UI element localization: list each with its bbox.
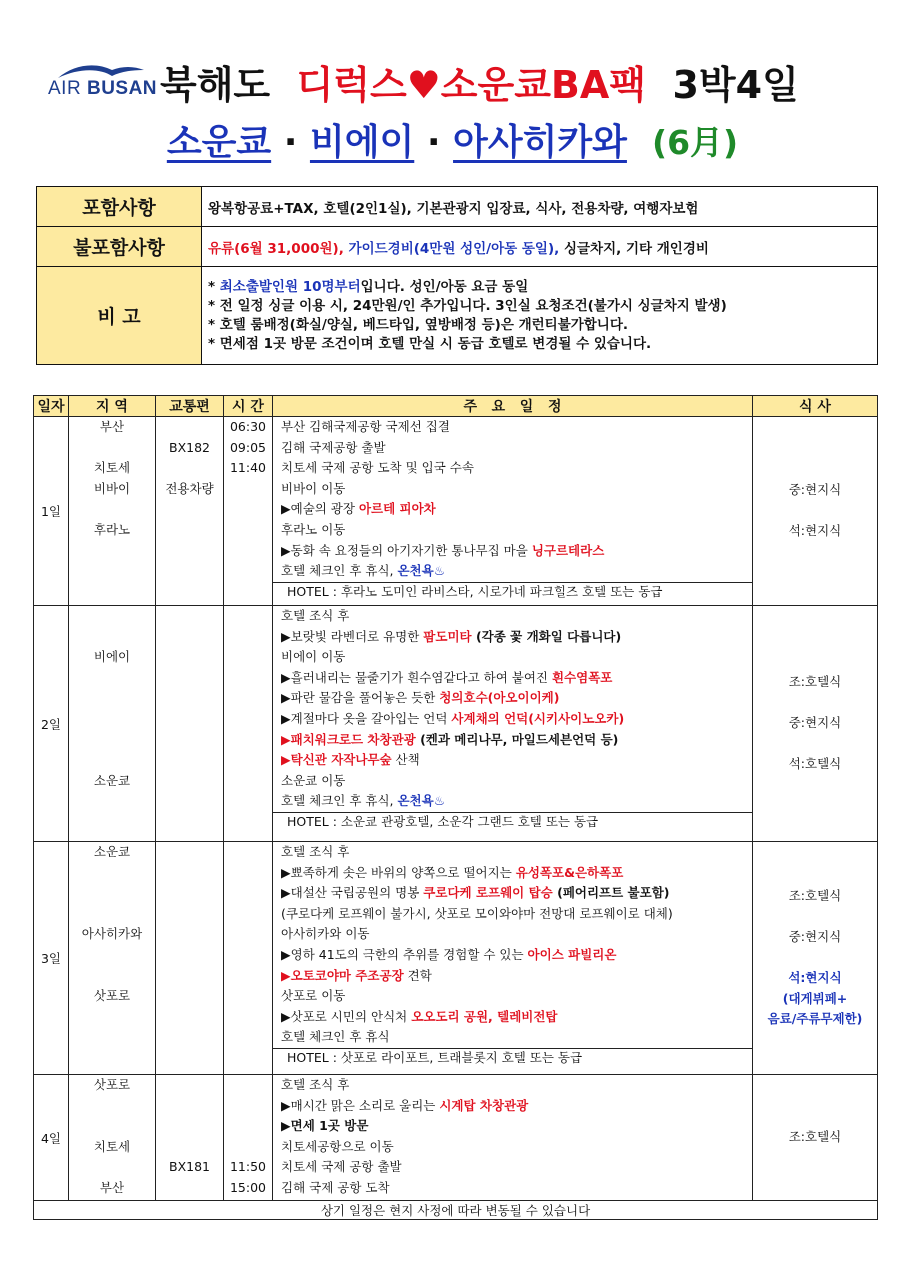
header-time: 시 간: [224, 396, 273, 417]
subtitle-separator: ·: [283, 122, 298, 163]
meal-column: 조:호텔식 중:현지식 석:현지식 (대게뷔페+ 음료/주류무제한): [753, 842, 878, 1075]
day-label: 3일: [34, 842, 69, 1075]
subtitle-biei: 비에이: [309, 122, 415, 163]
day-1-row: [34, 417, 878, 606]
region-column: 삿포로 치토세 부산: [69, 1075, 156, 1201]
region-column: 비에이 소운쿄: [69, 606, 156, 842]
plan-column: 호텔 조식 후 ▶뾰족하게 솟은 바위의 양쪽으로 떨어지는 유성폭포&은하폭포 ▶대설산 국립공원의 명봉 쿠로다케 로프웨이 탑승 (페어리프트 불포함) (쿠로다케 로프웨이 불가시, 삿포로 모이와야마 전망대 로프웨이로 대체) 아사히카와 이동 ▶영하 41도의 극한의 추위를 경험할 수 있는 아이스 파빌리온 ▶오토코야마 주조공장 견학 삿포로 이동 ▶삿포로 시민의 안식처 오오도리 공원, 텔레비전탑 호텔 체크인 후 휴식 HOTEL : 삿포로 라이포트, 트래블롯지 호텔 또는 동급: [273, 842, 753, 1075]
note-4: * 면세점 1곳 방문 조건이며 호텔 만실 시 동급 호텔로 변경될 수 있습니다.: [208, 335, 652, 352]
excluded-label: 불포함사항: [37, 227, 202, 267]
excluded-guide: 가이드경비(4만원 성인/아동 동일),: [348, 240, 560, 257]
plan-column: 부산 김해국제공항 국제선 집결 김해 국제공항 출발 치토세 국제 공항 도착 및 입국 수속 비바이 이동 ▶예술의 광장 아르테 피아차 후라노 이동 ▶동화 속 요정들의 아기자기한 통나무집 마을 닝구르테라스 호텔 체크인 후 휴식, 온천욕♨ HOTEL : 후라노 도미인 라비스타, 시로가네 파크힐즈 호텔 또는 동급: [273, 417, 753, 606]
footer-row: [34, 1201, 878, 1220]
day-label: 4일: [34, 1075, 69, 1201]
notes-list: [202, 267, 878, 365]
subtitle-separator: ·: [426, 122, 441, 163]
itinerary-table: [33, 395, 878, 1220]
hotel-line: HOTEL : 후라노 도미인 라비스타, 시로가네 파크힐즈 호텔 또는 동급: [273, 582, 753, 600]
notes-label: 비 고: [37, 267, 202, 365]
note-2: * 전 일정 싱글 이용 시, 24만원/인 추가입니다. 3인실 요청조건(불가시 싱글차지 발생): [208, 297, 727, 314]
title-package: 소운쿄BA팩: [440, 63, 647, 107]
meal-column: 중:현지식 석:현지식: [753, 417, 878, 606]
hotel-line: HOTEL : 소운쿄 관광호텔, 소운각 그랜드 호텔 또는 동급: [273, 812, 753, 830]
title-deluxe: 디럭스: [296, 63, 407, 107]
subtitle-asahikawa: 아사히카와: [453, 122, 627, 163]
subtitle-sounkyo: 소운쿄: [166, 122, 272, 163]
subtitle-month: (6月): [652, 123, 739, 162]
header-day: 일자: [34, 396, 69, 417]
plan-column: 호텔 조식 후 ▶보랏빛 라벤더로 유명한 팜도미타 (각종 꽃 개화일 다릅니다) 비에이 이동 ▶흘러내리는 물줄기가 흰수염같다고 하여 붙여진 흰수염폭포 ▶파란 물감을 풀어놓은 듯한 청의호수(아오이이케) ▶계절마다 옷을 갈아입는 언덕 사계채의 언덕(시키사이노오카) ▶패치워크로드 차창관광 (켄과 메리나무, 마일드세븐언덕 등) ▶탁신관 자작나무숲 산책 소운쿄 이동 호텔 체크인 후 휴식, 온천욕♨ HOTEL : 소운쿄 관광호텔, 소운각 그랜드 호텔 또는 동급: [273, 606, 753, 842]
included-label: 포함사항: [37, 187, 202, 227]
hotel-line: HOTEL : 삿포로 라이포트, 트래블롯지 호텔 또는 동급: [273, 1048, 753, 1066]
region-column: 소운쿄 아사히카와 삿포로: [69, 842, 156, 1075]
logo-busan: BUSAN: [86, 78, 158, 99]
footer-note: 상기 일정은 현지 사정에 따라 변동될 수 있습니다: [34, 1201, 878, 1220]
transport-column: BX182 전용차량: [156, 417, 224, 606]
day-label: 1일: [34, 417, 69, 606]
note-3: * 호텔 룸배정(화실/양실, 베드타입, 옆방배정 등)은 개런티불가합니다.: [208, 316, 629, 333]
heart-icon: ♥: [406, 63, 441, 107]
day-2-row: [34, 606, 878, 842]
excluded-fuel: 유류(6월 31,000원),: [208, 240, 344, 257]
day-4-row: [34, 1075, 878, 1201]
day-label: 2일: [34, 606, 69, 842]
day-3-row: [34, 842, 878, 1075]
meal-column: 조:호텔식: [753, 1075, 878, 1201]
header-plan: 주 요 일 정: [273, 396, 753, 417]
header-transport: 교통편: [156, 396, 224, 417]
time-column: 06:30 09:05 11:40: [224, 417, 273, 606]
header-region: 지 역: [69, 396, 156, 417]
meal-column: 조:호텔식 중:현지식 석:호텔식: [753, 606, 878, 842]
included-text: 왕복항공료+TAX, 호텔(2인1실), 기본관광지 입장료, 식사, 전용차량, 여행자보험: [202, 187, 878, 227]
time-column: 11:50 15:00: [224, 1075, 273, 1201]
excluded-rest: 싱글차지, 기타 개인경비: [563, 240, 709, 257]
title-duration: 3박4일: [672, 63, 799, 107]
logo-air: AIR: [48, 78, 82, 99]
excluded-text: [202, 227, 878, 267]
title-region: 북해도: [160, 63, 271, 107]
region-column: 부산 치토세 비바이 후라노: [69, 417, 156, 606]
air-busan-logo: [48, 62, 158, 106]
page-title: [160, 54, 880, 109]
header-meal: 식 사: [753, 396, 878, 417]
subtitle: [0, 114, 905, 165]
info-table: [36, 186, 878, 365]
plan-column: 호텔 조식 후 ▶매시간 맑은 소리로 울리는 시계탑 차창관광 ▶면세 1곳 방문 치토세공항으로 이동 치토세 국제 공항 출발 김해 국제 공항 도착: [273, 1075, 753, 1201]
transport-column: BX181: [156, 1075, 224, 1201]
note-1: * 최소출발인원 10명부터입니다. 성인/아동 요금 동일: [208, 278, 529, 295]
